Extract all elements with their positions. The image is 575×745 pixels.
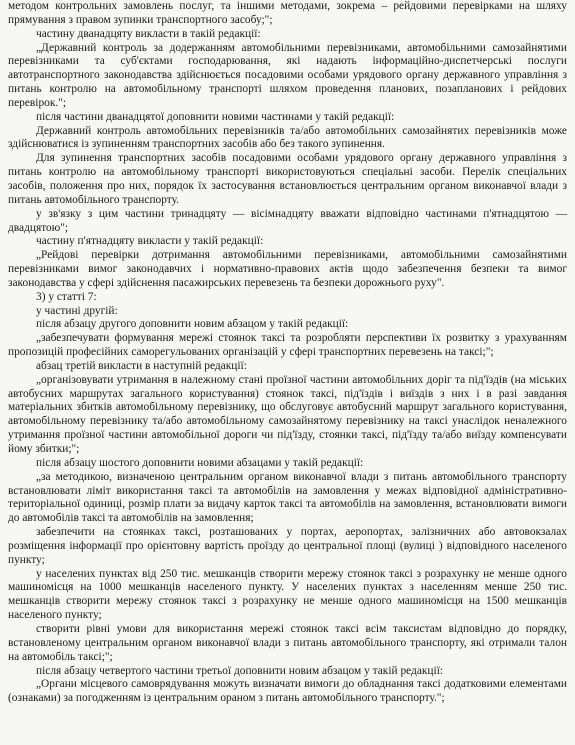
document-paragraph: у зв'язку з цим частини тринадцяту — вісімнадцяту вважати відповідно частинами п'ятнадцятою — двадцятою";	[8, 207, 567, 234]
document-paragraph: у населених пунктах від 250 тис. мешканців створити мережу стоянок таксі з розрахунку не менше одного машиномісця на 1000 мешканців населеного пункту. У населених пунктах з населенням менше 250 тис. мешканців створити мережу стоянок таксі з розрахунку не менше одного машиномісця на 1500 мешканців населеного пункту;	[8, 567, 567, 622]
document-paragraph: „за методикою, визначеною центральним органом виконавчої влади з питань автомобільного транспорту встановлювати ліміт використання таксі та автомобілів на замовлення у межах відповідної адміністративно-територіальної одиниці, розмір плати за видачу карток таксі та автомобілів на замовлення, встановлювати вимоги до автомобілів таксі та автомобілів на замовлення;	[8, 470, 567, 525]
document-paragraph: у частині другій:	[36, 304, 118, 317]
document-paragraph: після частини дванадцятої доповнити новими частинами у такій редакції:	[36, 110, 395, 123]
document-paragraph: „Органи місцевого самоврядування можуть визначати вимоги до обладнання таксі додатковими елементами (ознаками) за погодженням із центральним ораном з питань автомобільного транспорту.";	[8, 678, 567, 705]
document-paragraph: „Державний контроль за додержанням автомобільними перевізниками, автомобільними самозайнятими перевізниками та суб'єктами господарювання, які надають інформаційно-диспетчерські послуги автотранспортного законодавства здійснюється посадовими особами урядового органу державного управління з питань контролю на автомобільному транспорті шляхом проведення планових, позапланових і рейдових перевірок.";	[8, 41, 567, 109]
document-paragraph: Державний контроль автомобільних перевізників та/або автомобільних самозайнятих перевізників може здійснюватися із зупиненням транспортних засобів або без такого зупинення.	[8, 124, 567, 151]
document-paragraph: після абзацу четвертого частини третьої доповнити новим абзацом у такій редакції:	[36, 664, 444, 677]
document-paragraph: 3) у статті 7:	[36, 290, 97, 303]
document-paragraph: частину дванадцяту викласти в такій редакції:	[36, 27, 261, 40]
document-paragraph: частину п'ятнадцяту викласти у такій редакції:	[36, 235, 264, 248]
document-paragraph: після абзацу другого доповнити новим абзацом у такій редакції:	[36, 318, 349, 331]
document-paragraph: забезпечити на стоянках таксі, розташованих у портах, аеропортах, залізничних або автовокзалах розміщення інформації про орієнтовну вартість проїзду до центральної площі (вулиці ) відповідного населеного пункту;	[8, 526, 567, 566]
document-paragraph: після абзацу шостого доповнити новими абзацами у такій редакції:	[36, 456, 364, 469]
document-paragraph: „забезпечувати формування мережі стоянок таксі та розробляти перспективи їх розвитку з урахуванням пропозицій професійних саморегульованих організацій у сфері транспортних перевезень на таксі;";	[8, 332, 567, 359]
document-paragraph: Для зупинення транспортних засобів посадовими особами урядового органу державного управління з питань контролю на автомобільному транспорті використовуються спеціальні засоби. Перелік спеціальних засобів, положення про них, порядок їх застосування встановлюється центральним органом виконавчої влади з питань автомобільного транспорту.	[8, 152, 567, 206]
document-paragraph: створити рівні умови для використання мережі стоянок таксі всім таксистам відповідно до порядку, встановленому центральним органом виконавчої влади з питань автомобільного транспорту, які отримали талон на автомобіль таксі;";	[8, 622, 567, 663]
document-body	[8, 0, 567, 706]
document-paragraph: „Рейдові перевірки дотримання автомобільними перевізниками, автомобільними самозайнятими перевізниками вимог законодавчих і нормативно-правових актів щодо забезпечення безпеки та вимог законодавства у сфері здійснення пасажирських перевезень та безпеки дорожнього руху".	[8, 249, 567, 289]
document-paragraph: методом контрольних замовлень послуг, та іншими методами, зокрема – рейдовими перевірками на шляху прямування з правом зупинки транспортного засобу;";	[8, 0, 567, 26]
document-paragraph: „організовувати утримання в належному стані проїзної частини автомобільних доріг та під'їздів (на міських автобусних маршрутах загального користування) стоянок таксі, під'їздів і виїздів з них і в разі завдання матеріальних збитків автомобільному перевізнику, що обслуговує автобусний маршрут загального користування, автомобільному перевізнику та/або автомобільному самозайнятому перевізнику на таксі унаслідок неналежного утримання проїзної частини автомобільної дороги чи під'їзду, стоянки таксі, під'їзду та/або виїзду компенсувати йому збитки;";	[8, 373, 567, 455]
document-paragraph: абзац третій викласти в наступній редакції:	[36, 359, 247, 372]
